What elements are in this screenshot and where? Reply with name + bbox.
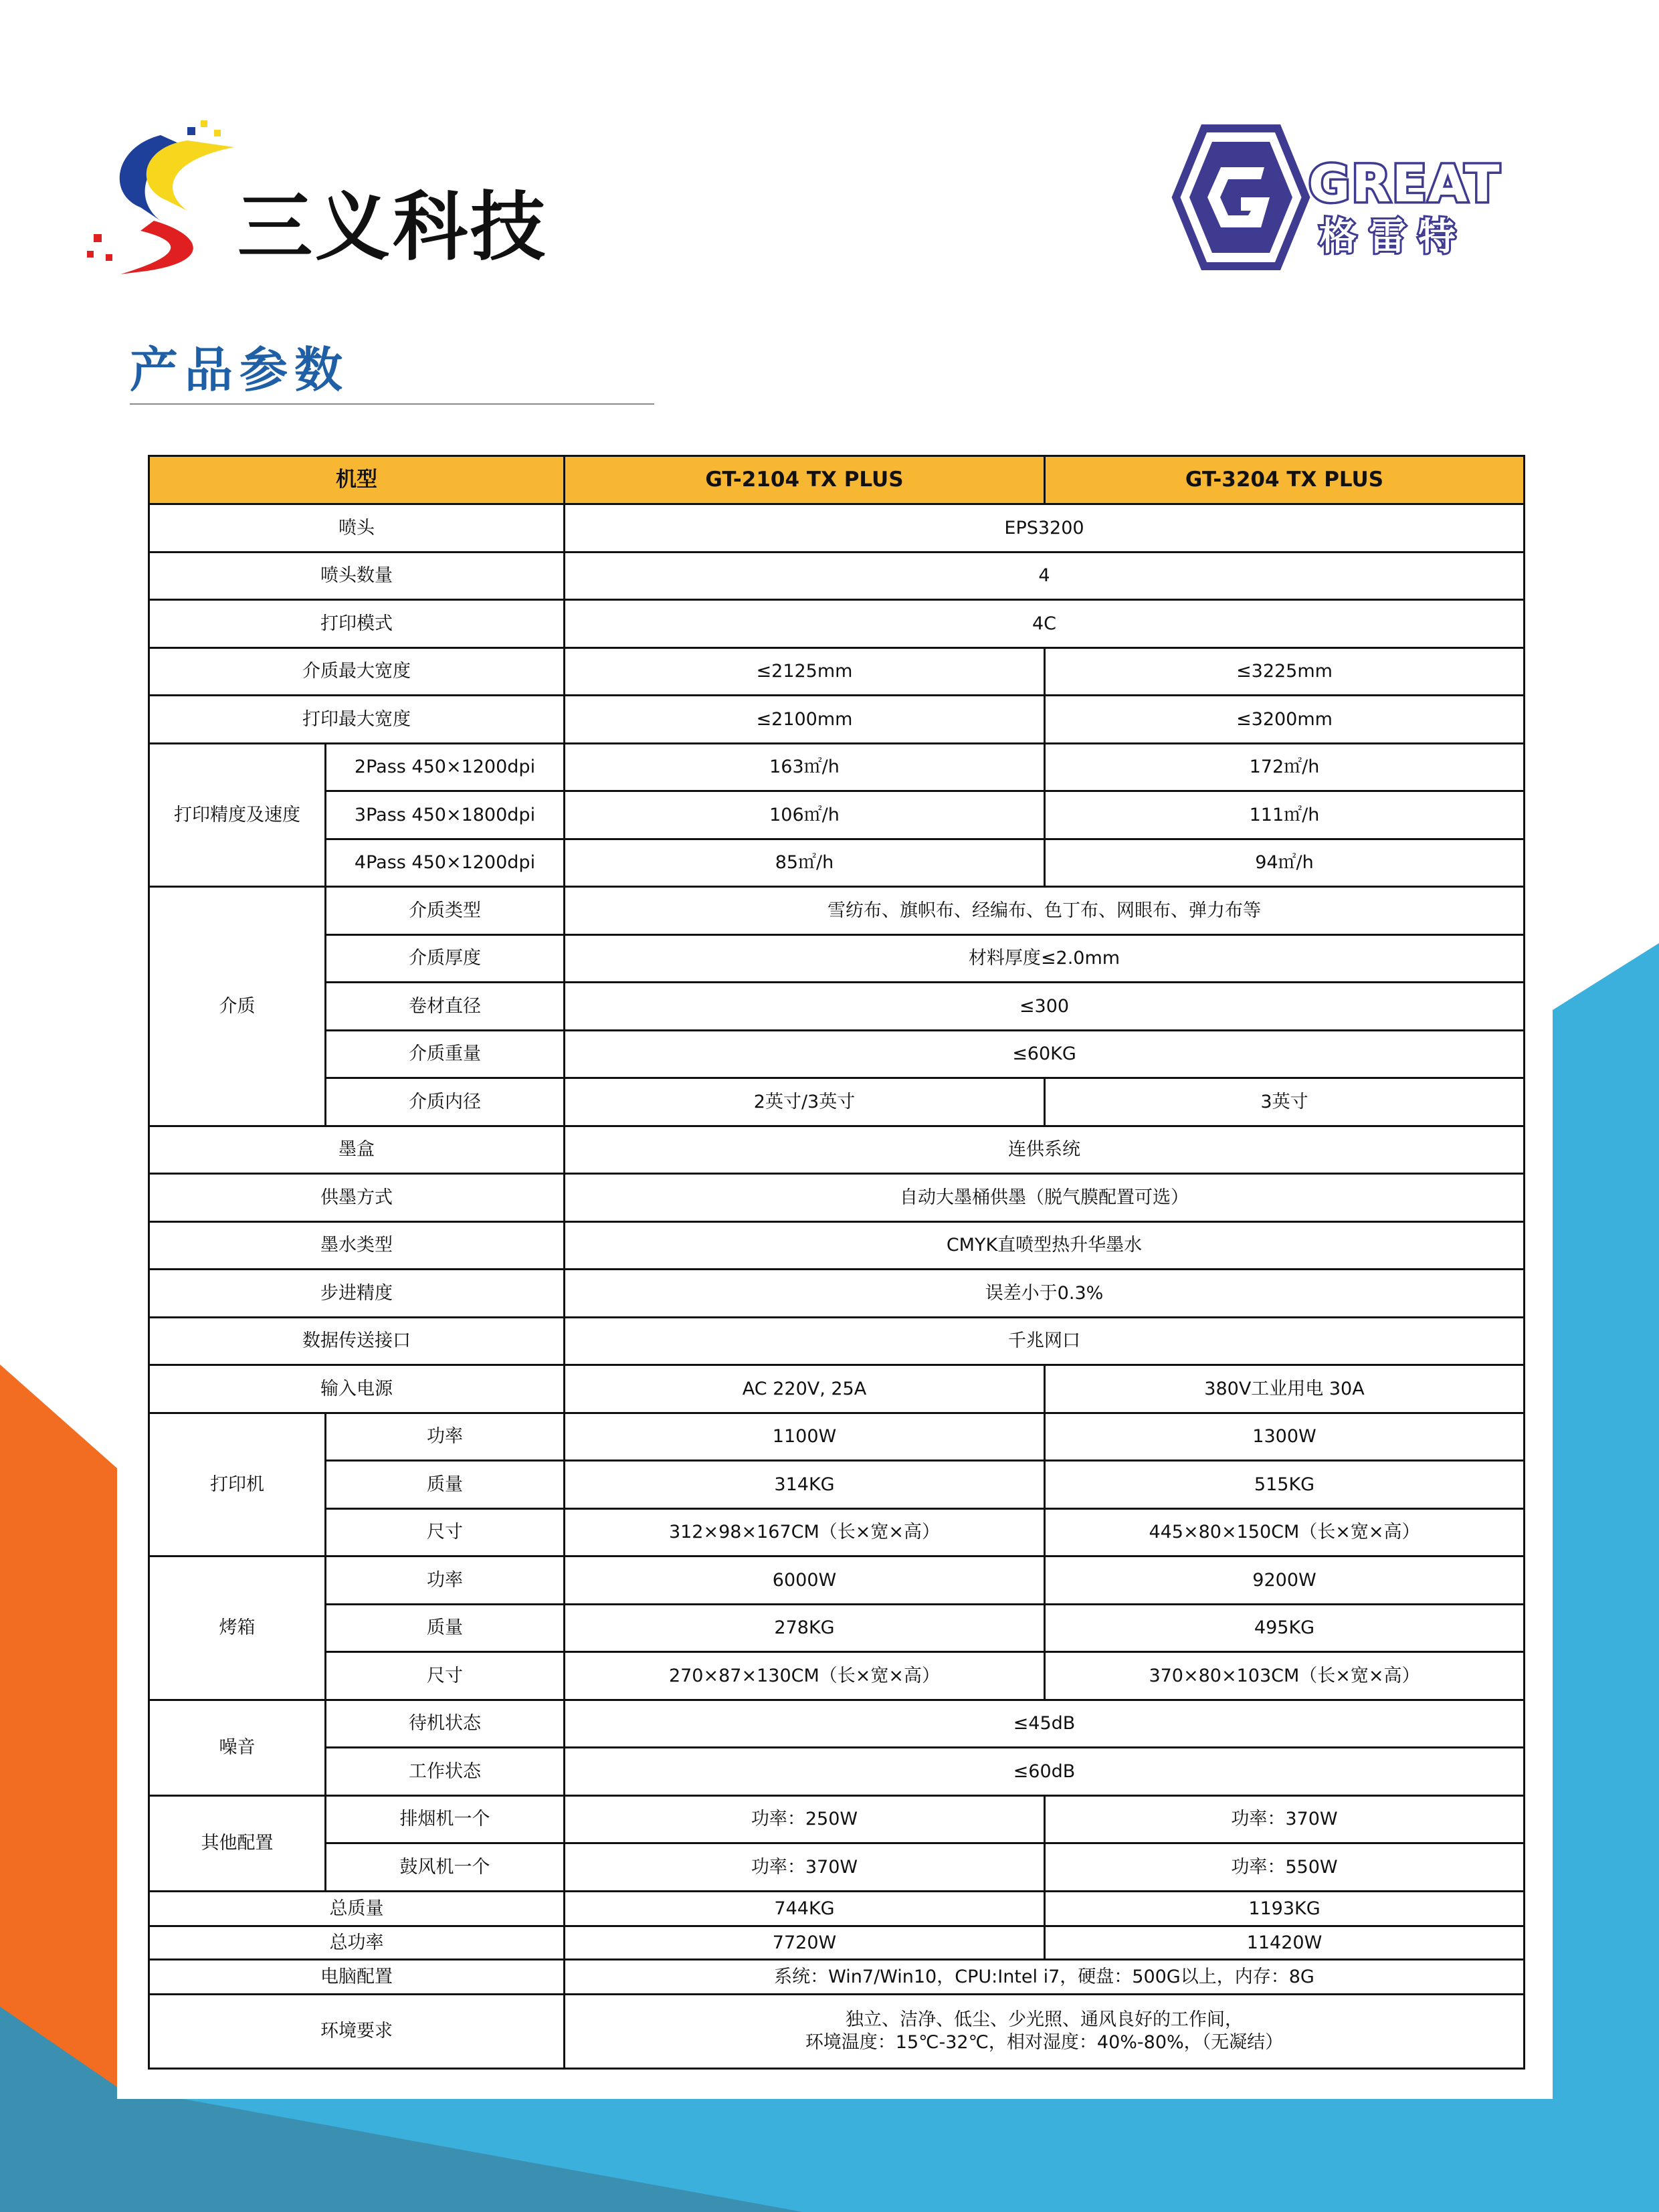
table-row	[149, 1748, 1525, 1796]
table-row	[149, 600, 1525, 648]
row-value: 连供系统	[565, 1126, 1525, 1174]
row-value-a: 278KG	[565, 1605, 1045, 1652]
row-value: EPS3200	[565, 504, 1525, 552]
header-model-a: GT-2104 TX PLUS	[565, 456, 1045, 504]
row-value-b: 94㎡/h	[1045, 839, 1525, 887]
row-value-b: 515KG	[1045, 1461, 1525, 1509]
sub-label: 尺寸	[326, 1509, 565, 1556]
sub-label: 介质厚度	[326, 935, 565, 983]
row-value-a: 6000W	[565, 1556, 1045, 1605]
row-value: 千兆网口	[565, 1318, 1525, 1365]
row-value-b: 445×80×150CM（长×宽×高）	[1045, 1509, 1525, 1556]
table-row	[149, 504, 1525, 552]
environment-value	[565, 1995, 1525, 2069]
sanyi-brand-name: 三义科技	[237, 184, 548, 271]
row-value-a: 314KG	[565, 1461, 1045, 1509]
sub-label: 卷材直径	[326, 983, 565, 1031]
row-value-a: AC 220V, 25A	[565, 1365, 1045, 1413]
row-value-b: 9200W	[1045, 1556, 1525, 1605]
group-label: 烤箱	[149, 1556, 326, 1700]
table-row	[149, 696, 1525, 744]
row-label: 步进精度	[149, 1270, 565, 1318]
sub-label: 2Pass 450×1200dpi	[326, 744, 565, 791]
header-model-label: 机型	[149, 456, 565, 504]
table-row	[149, 648, 1525, 696]
sub-label: 介质内径	[326, 1078, 565, 1126]
row-label: 打印模式	[149, 600, 565, 648]
table-row	[149, 839, 1525, 887]
header-model-b: GT-3204 TX PLUS	[1045, 456, 1525, 504]
table-row	[149, 1318, 1525, 1365]
group-label: 其他配置	[149, 1796, 326, 1892]
row-value: 材料厚度≤2.0mm	[565, 935, 1525, 983]
sub-label: 质量	[326, 1605, 565, 1652]
table-header-row	[149, 456, 1525, 504]
row-value-b: 3英寸	[1045, 1078, 1525, 1126]
row-value: CMYK直喷型热升华墨水	[565, 1222, 1525, 1270]
table-row	[149, 1126, 1525, 1174]
row-value-b: 功率：550W	[1045, 1843, 1525, 1892]
row-value: 4C	[565, 600, 1525, 648]
table-row	[149, 744, 1525, 791]
environment-line-2: 环境温度：15℃-32℃，相对湿度：40%-80%，（无凝结）	[805, 2032, 1284, 2053]
table-row	[149, 1222, 1525, 1270]
row-label: 打印最大宽度	[149, 696, 565, 744]
sub-label: 介质类型	[326, 887, 565, 935]
group-label: 打印机	[149, 1413, 326, 1556]
row-value: 系统：Win7/Win10，CPU:Intel i7，硬盘：500G以上，内存：8G	[565, 1960, 1525, 1995]
row-value-b: ≤3225mm	[1045, 648, 1525, 696]
row-value-b: ≤3200mm	[1045, 696, 1525, 744]
great-wordmark: GREAT	[1308, 154, 1501, 213]
row-value-b: 380V工业用电 30A	[1045, 1365, 1525, 1413]
row-value-a: 1100W	[565, 1413, 1045, 1461]
environment-line-1: 独立、洁净、低尘、少光照、通风良好的工作间，	[846, 2009, 1243, 2031]
table-row	[149, 1892, 1525, 1926]
sub-label: 排烟机一个	[326, 1796, 565, 1843]
row-label: 墨盒	[149, 1126, 565, 1174]
section-title: 产品参数	[130, 342, 350, 398]
row-value-a: 7720W	[565, 1926, 1045, 1960]
sub-label: 4Pass 450×1200dpi	[326, 839, 565, 887]
table-row	[149, 1556, 1525, 1605]
sub-label: 功率	[326, 1556, 565, 1605]
row-value-a: 744KG	[565, 1892, 1045, 1926]
row-label: 输入电源	[149, 1365, 565, 1413]
row-value-b: 1193KG	[1045, 1892, 1525, 1926]
row-value: 误差小于0.3%	[565, 1270, 1525, 1318]
table-row	[149, 1652, 1525, 1700]
table-row	[149, 1995, 1525, 2069]
row-value-b: 495KG	[1045, 1605, 1525, 1652]
sanyi-logo	[87, 120, 555, 281]
sanyi-swoosh-icon	[87, 120, 248, 281]
row-value-b: 11420W	[1045, 1926, 1525, 1960]
group-label: 介质	[149, 887, 326, 1126]
row-label: 总功率	[149, 1926, 565, 1960]
great-chinese-name: 格雷特	[1319, 215, 1468, 259]
sub-label: 3Pass 450×1800dpi	[326, 791, 565, 839]
row-value-b: 172㎡/h	[1045, 744, 1525, 791]
row-label: 总质量	[149, 1892, 565, 1926]
group-label: 噪音	[149, 1700, 326, 1796]
table-row	[149, 1605, 1525, 1652]
table-row	[149, 1413, 1525, 1461]
table-row	[149, 935, 1525, 983]
table-row	[149, 1700, 1525, 1748]
row-value: 自动大墨桶供墨（脱气膜配置可选）	[565, 1174, 1525, 1222]
table-row	[149, 1270, 1525, 1318]
row-value-a: ≤2125mm	[565, 648, 1045, 696]
row-value-a: 163㎡/h	[565, 744, 1045, 791]
row-value-b: 功率：370W	[1045, 1796, 1525, 1843]
sub-label: 质量	[326, 1461, 565, 1509]
row-value: ≤45dB	[565, 1700, 1525, 1748]
sub-label: 功率	[326, 1413, 565, 1461]
sub-label: 鼓风机一个	[326, 1843, 565, 1892]
great-logo	[1151, 120, 1512, 274]
title-divider	[130, 403, 654, 405]
group-label: 打印精度及速度	[149, 744, 326, 887]
row-value-a: 85㎡/h	[565, 839, 1045, 887]
sub-label: 工作状态	[326, 1748, 565, 1796]
table-row	[149, 1843, 1525, 1892]
row-label: 喷头数量	[149, 552, 565, 600]
row-value-a: 功率：250W	[565, 1796, 1045, 1843]
row-label: 喷头	[149, 504, 565, 552]
table-row	[149, 1960, 1525, 1995]
sub-label: 待机状态	[326, 1700, 565, 1748]
row-value-b: 111㎡/h	[1045, 791, 1525, 839]
row-value-a: 312×98×167CM（长×宽×高）	[565, 1509, 1045, 1556]
row-value: ≤60KG	[565, 1031, 1525, 1078]
table-row	[149, 791, 1525, 839]
table-row	[149, 1509, 1525, 1556]
sub-label: 介质重量	[326, 1031, 565, 1078]
great-g-emblem-icon	[1151, 120, 1311, 274]
table-row	[149, 887, 1525, 935]
row-value-a: 106㎡/h	[565, 791, 1045, 839]
sub-label: 尺寸	[326, 1652, 565, 1700]
row-label: 数据传送接口	[149, 1318, 565, 1365]
table-row	[149, 1174, 1525, 1222]
table-row	[149, 1926, 1525, 1960]
spec-table	[148, 455, 1525, 2070]
table-row	[149, 1461, 1525, 1509]
row-value-a: 2英寸/3英寸	[565, 1078, 1045, 1126]
row-value: 雪纺布、旗帜布、经编布、色丁布、网眼布、弹力布等	[565, 887, 1525, 935]
table-row	[149, 1796, 1525, 1843]
row-label: 电脑配置	[149, 1960, 565, 1995]
row-value-a: ≤2100mm	[565, 696, 1045, 744]
row-value-a: 功率：370W	[565, 1843, 1045, 1892]
row-label: 环境要求	[149, 1995, 565, 2069]
row-value-b: 1300W	[1045, 1413, 1525, 1461]
table-row	[149, 552, 1525, 600]
table-row	[149, 1031, 1525, 1078]
row-label: 供墨方式	[149, 1174, 565, 1222]
row-label: 墨水类型	[149, 1222, 565, 1270]
row-value-a: 270×87×130CM（长×宽×高）	[565, 1652, 1045, 1700]
table-row	[149, 983, 1525, 1031]
table-row	[149, 1078, 1525, 1126]
row-value: 4	[565, 552, 1525, 600]
table-row	[149, 1365, 1525, 1413]
row-label: 介质最大宽度	[149, 648, 565, 696]
row-value: ≤300	[565, 983, 1525, 1031]
row-value-b: 370×80×103CM（长×宽×高）	[1045, 1652, 1525, 1700]
row-value: ≤60dB	[565, 1748, 1525, 1796]
